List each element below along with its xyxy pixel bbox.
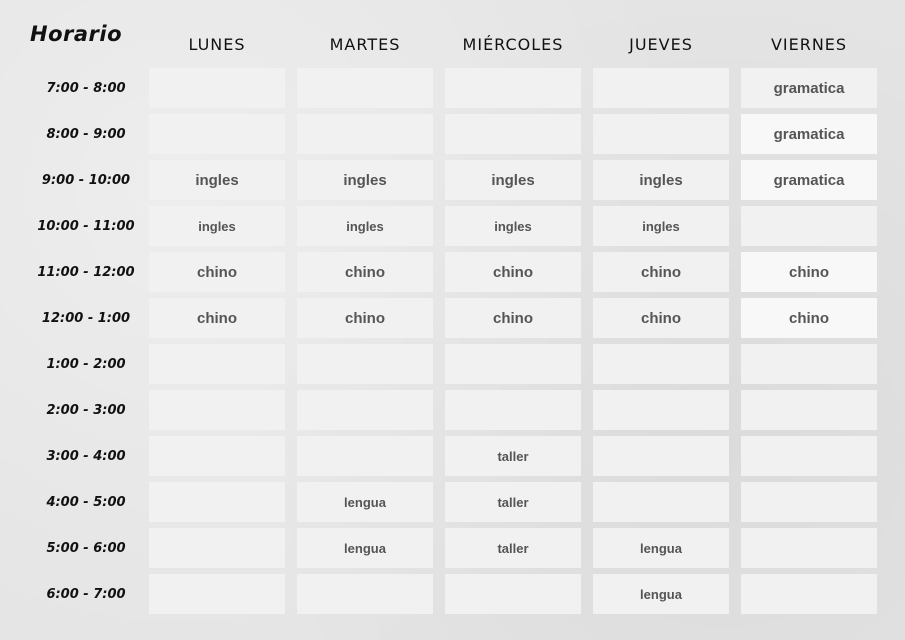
schedule-cell: [445, 344, 581, 384]
schedule-cell: chino: [297, 298, 433, 338]
time-slot-label: 8:00 - 9:00: [46, 126, 126, 142]
time-slot-label: 7:00 - 8:00: [46, 80, 126, 96]
schedule-cell: ingles: [593, 160, 729, 200]
schedule-cell: [741, 206, 877, 246]
schedule-cell: chino: [741, 298, 877, 338]
schedule-cell: [297, 114, 433, 154]
schedule-cell: [445, 114, 581, 154]
schedule-cell: [297, 390, 433, 430]
day-header-tuesday: MARTES: [329, 35, 401, 54]
schedule-cell: lengua: [593, 574, 729, 614]
schedule-cell: chino: [445, 252, 581, 292]
schedule-cell: [297, 574, 433, 614]
schedule-cell: taller: [445, 528, 581, 568]
schedule-cell: [593, 482, 729, 522]
schedule-cell: ingles: [297, 206, 433, 246]
time-slot-label: 10:00 - 11:00: [37, 218, 135, 234]
time-slot-label: 12:00 - 1:00: [41, 310, 131, 326]
page-title: Horario: [30, 22, 123, 46]
day-header-wednesday: MIÉRCOLES: [462, 35, 564, 54]
schedule-cell: [445, 68, 581, 108]
schedule-cell: [741, 528, 877, 568]
schedule-cell: [445, 390, 581, 430]
schedule-cell: [149, 68, 285, 108]
schedule-cell: lengua: [297, 528, 433, 568]
time-slot-label: 4:00 - 5:00: [46, 494, 126, 510]
schedule-cell: [297, 68, 433, 108]
schedule-cell: [593, 344, 729, 384]
schedule-cell: [741, 482, 877, 522]
schedule-cell: taller: [445, 482, 581, 522]
schedule-cell: gramatica: [741, 114, 877, 154]
schedule-cell: [741, 436, 877, 476]
schedule-cell: ingles: [149, 206, 285, 246]
time-slot-label: 5:00 - 6:00: [46, 540, 126, 556]
schedule-cell: chino: [297, 252, 433, 292]
day-header-monday: LUNES: [188, 35, 246, 54]
time-slot-label: 11:00 - 12:00: [37, 264, 135, 280]
schedule-cell: ingles: [445, 160, 581, 200]
time-slot-label: 2:00 - 3:00: [46, 402, 126, 418]
schedule-cell: chino: [741, 252, 877, 292]
schedule-cell: [149, 528, 285, 568]
schedule-cell: ingles: [297, 160, 433, 200]
schedule-cell: [149, 574, 285, 614]
schedule-cell: [149, 436, 285, 476]
schedule-cell: ingles: [593, 206, 729, 246]
schedule-cell: chino: [593, 252, 729, 292]
schedule-cell: [593, 436, 729, 476]
schedule-cell: [149, 344, 285, 384]
schedule-cell: ingles: [149, 160, 285, 200]
schedule-cell: [445, 574, 581, 614]
schedule-cell: [593, 114, 729, 154]
schedule-cell: chino: [445, 298, 581, 338]
schedule-cell: [149, 390, 285, 430]
schedule-cell: taller: [445, 436, 581, 476]
schedule-cell: chino: [149, 252, 285, 292]
schedule-cell: ingles: [445, 206, 581, 246]
schedule-cell: [741, 390, 877, 430]
schedule-cell: [149, 482, 285, 522]
schedule-cell: [149, 114, 285, 154]
time-slot-label: 6:00 - 7:00: [46, 586, 126, 602]
schedule-cell: [741, 344, 877, 384]
schedule-cell: chino: [149, 298, 285, 338]
schedule-cell: [297, 436, 433, 476]
schedule-cell: gramatica: [741, 160, 877, 200]
schedule-cell: gramatica: [741, 68, 877, 108]
schedule-cell: [593, 390, 729, 430]
schedule-cell: [741, 574, 877, 614]
day-header-friday: VIERNES: [770, 35, 848, 54]
schedule-cell: lengua: [593, 528, 729, 568]
schedule-cell: [593, 68, 729, 108]
schedule-cell: chino: [593, 298, 729, 338]
schedule-cell: [297, 344, 433, 384]
day-header-thursday: JUEVES: [629, 35, 693, 54]
time-slot-label: 3:00 - 4:00: [46, 448, 126, 464]
schedule-cell: lengua: [297, 482, 433, 522]
time-slot-label: 1:00 - 2:00: [46, 356, 126, 372]
time-slot-label: 9:00 - 10:00: [41, 172, 131, 188]
